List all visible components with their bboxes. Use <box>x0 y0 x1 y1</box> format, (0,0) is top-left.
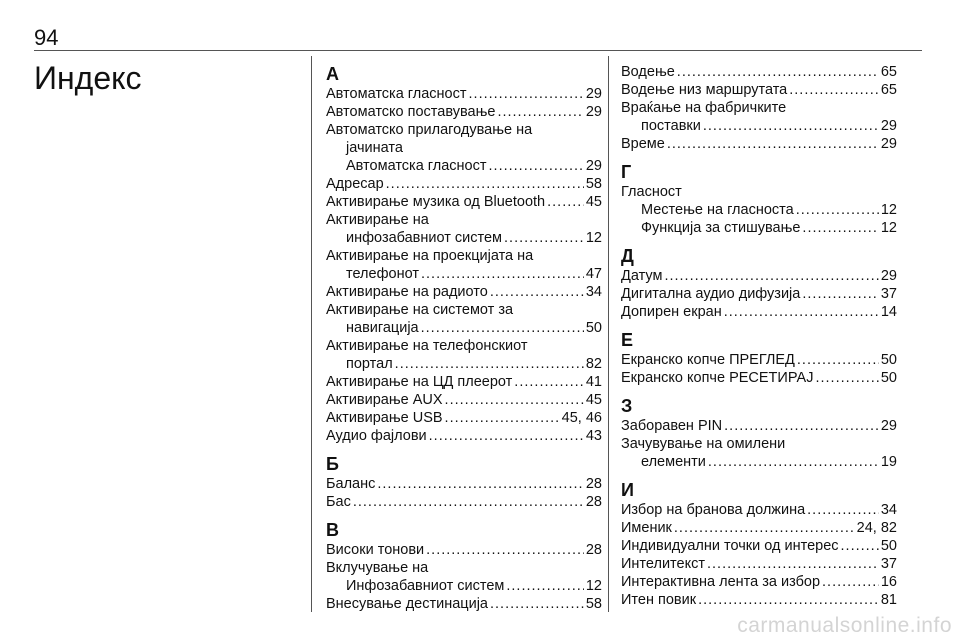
index-entry[interactable] <box>621 183 897 201</box>
index-entry[interactable] <box>621 63 897 81</box>
page-ref[interactable]: 50 <box>880 352 897 368</box>
dot-leader <box>445 409 560 427</box>
page-ref[interactable]: 58 <box>585 176 602 192</box>
index-column-1 <box>326 63 602 613</box>
page-ref[interactable]: 37 <box>880 556 897 572</box>
entry-term: Водење низ маршрутата <box>621 82 788 98</box>
entry-term: Бас <box>326 494 351 510</box>
index-subentry[interactable] <box>621 201 897 219</box>
entry-term: Интелитекст <box>621 556 705 572</box>
page-ref[interactable]: 12 <box>585 578 602 594</box>
entry-term: Автоматска гласност <box>326 86 467 102</box>
entry-term: Допирен екран <box>621 304 722 320</box>
page-ref[interactable]: 81 <box>880 592 897 608</box>
dot-leader <box>504 229 584 247</box>
entry-term: Дигитална аудио дифузија <box>621 286 801 302</box>
dot-leader <box>789 81 879 99</box>
dot-leader <box>429 427 584 445</box>
index-subentry[interactable] <box>621 219 897 237</box>
page-ref[interactable]: 12 <box>585 230 602 246</box>
dot-leader <box>802 285 879 303</box>
index-entry[interactable] <box>326 121 602 157</box>
page-ref[interactable]: 28 <box>585 494 602 510</box>
dot-leader <box>395 355 584 373</box>
index-entry[interactable] <box>326 595 602 613</box>
dot-leader <box>445 391 584 409</box>
index-entry[interactable] <box>326 103 602 121</box>
dot-leader <box>490 595 584 613</box>
entry-term: Активирање на проекцијата на <box>326 248 534 264</box>
page-ref[interactable]: 41 <box>585 374 602 390</box>
page-ref[interactable]: 45 <box>585 194 602 210</box>
page-ref[interactable]: 16 <box>880 574 897 590</box>
page-ref[interactable]: 50 <box>585 320 602 336</box>
page-ref[interactable]: 28 <box>585 542 602 558</box>
page-ref[interactable]: 28 <box>585 476 602 492</box>
entry-term: навигација <box>346 320 419 336</box>
index-entry[interactable] <box>621 537 897 555</box>
page-ref[interactable]: 14 <box>880 304 897 320</box>
dot-leader <box>674 519 855 537</box>
dot-leader <box>386 175 584 193</box>
index-subentry[interactable] <box>326 157 602 175</box>
column-divider-right <box>608 56 609 612</box>
header-rule <box>34 50 922 51</box>
page-ref[interactable]: 34 <box>880 502 897 518</box>
index-entry[interactable] <box>326 409 602 427</box>
index-entry[interactable] <box>621 303 897 321</box>
dot-leader <box>353 493 584 511</box>
page-ref[interactable]: 24, 82 <box>856 520 897 536</box>
dot-leader <box>490 283 584 301</box>
watermark: carmanualsonline.info <box>737 614 952 637</box>
page-ref[interactable]: 19 <box>880 454 897 470</box>
index-entry[interactable] <box>326 559 602 577</box>
page-ref[interactable]: 29 <box>585 86 602 102</box>
entry-term: Адресар <box>326 176 384 192</box>
dot-leader <box>822 573 879 591</box>
dot-leader <box>667 135 879 153</box>
index-entry[interactable] <box>621 417 897 435</box>
index-entry[interactable] <box>621 591 897 609</box>
page-ref[interactable]: 45, 46 <box>561 410 602 426</box>
index-entry[interactable] <box>326 85 602 103</box>
entry-term: Аудио фајлови <box>326 428 427 444</box>
index-group <box>621 479 897 609</box>
page-number: 94 <box>34 25 59 50</box>
entry-term: Интерактивна лента за избор <box>621 574 821 590</box>
index-entry[interactable] <box>326 283 602 301</box>
page-ref[interactable]: 65 <box>880 64 897 80</box>
index-group <box>326 63 602 445</box>
page-ref[interactable]: 65 <box>880 82 897 98</box>
index-entry[interactable] <box>621 285 897 303</box>
index-entry[interactable] <box>326 391 602 409</box>
page-ref[interactable]: 29 <box>880 268 897 284</box>
index-group <box>621 329 897 387</box>
index-group <box>326 519 602 613</box>
index-letter: З <box>621 396 633 416</box>
index-entry[interactable] <box>326 337 602 373</box>
entry-term: инфозабавниот систем <box>346 230 503 246</box>
dot-leader <box>377 475 583 493</box>
dot-leader <box>514 373 584 391</box>
dot-leader <box>708 453 879 471</box>
entry-term: Местење на гласноста <box>641 202 794 218</box>
dot-leader <box>796 201 879 219</box>
dot-leader <box>698 591 879 609</box>
index-entry[interactable] <box>621 135 897 153</box>
index-subentry[interactable] <box>326 577 602 595</box>
entry-term: Инфозабавниот систем <box>346 578 505 594</box>
index-entry[interactable] <box>326 373 602 391</box>
index-title: Индекс <box>34 60 142 96</box>
dot-leader <box>426 541 584 559</box>
entry-term: Екранско копче РЕСЕТИРАЈ <box>621 370 814 386</box>
index-entry[interactable] <box>621 435 897 471</box>
dot-leader <box>469 85 584 103</box>
dot-leader <box>797 351 879 369</box>
dot-leader <box>664 267 878 285</box>
entry-term: Активирање USB <box>326 410 443 426</box>
page-ref[interactable]: 37 <box>880 286 897 302</box>
entry-term: елементи <box>641 454 706 470</box>
index-entry[interactable] <box>326 493 602 511</box>
dot-leader <box>841 537 879 555</box>
dot-leader <box>802 219 878 237</box>
dot-leader <box>724 303 879 321</box>
page-ref[interactable]: 50 <box>880 370 897 386</box>
page-ref[interactable]: 47 <box>585 266 602 282</box>
index-letter: А <box>326 64 339 84</box>
entry-term: Време <box>621 136 665 152</box>
index-entry[interactable] <box>326 247 602 283</box>
dot-leader <box>703 117 879 135</box>
entry-term: Гласност <box>621 184 682 200</box>
page-ref[interactable]: 12 <box>880 202 897 218</box>
index-group <box>326 453 602 511</box>
entry-term: Автоматско поставување <box>326 104 496 120</box>
entry-term: Активирање музика од Bluetooth <box>326 194 546 210</box>
entry-term: Активирање на <box>326 212 429 228</box>
index-entry[interactable] <box>621 99 897 135</box>
index-letter: Д <box>621 246 634 266</box>
index-entry[interactable] <box>621 369 897 387</box>
index-entry[interactable] <box>621 573 897 591</box>
entry-term: јачината <box>346 140 403 156</box>
page-ref[interactable]: 29 <box>585 104 602 120</box>
index-entry[interactable] <box>326 541 602 559</box>
index-entry[interactable] <box>621 81 897 99</box>
dot-leader <box>489 157 584 175</box>
entry-term: Заборавен PIN <box>621 418 723 434</box>
index-entry[interactable] <box>326 301 602 337</box>
index-entry[interactable] <box>621 555 897 573</box>
entry-term: Активирање на радиото <box>326 284 488 300</box>
entry-term: Автоматско прилагодување на <box>326 122 533 138</box>
entry-term: Внесување дестинација <box>326 596 488 612</box>
page-ref[interactable]: 29 <box>880 136 897 152</box>
page-ref[interactable]: 34 <box>585 284 602 300</box>
entry-term: Високи тонови <box>326 542 425 558</box>
entry-term: Индивидуални точки од интерес <box>621 538 839 554</box>
entry-term: Датум <box>621 268 663 284</box>
index-entry[interactable] <box>326 427 602 445</box>
page-ref[interactable]: 58 <box>585 596 602 612</box>
entry-term: Итен повик <box>621 592 697 608</box>
entry-term: Враќање на фабричките <box>621 100 787 116</box>
index-letter: Е <box>621 330 634 350</box>
dot-leader <box>707 555 879 573</box>
dot-leader <box>506 577 584 595</box>
dot-leader <box>547 193 584 211</box>
entry-term: Баланс <box>326 476 376 492</box>
entry-term: Активирање на телефонскиот <box>326 338 528 354</box>
index-entry[interactable] <box>621 519 897 537</box>
dot-leader <box>815 369 878 387</box>
index-group <box>621 245 897 321</box>
dot-leader <box>421 265 584 283</box>
index-group <box>621 63 897 153</box>
index-entry[interactable] <box>326 475 602 493</box>
index-entry[interactable] <box>621 501 897 519</box>
index-group <box>621 161 897 237</box>
page-ref[interactable]: 45 <box>585 392 602 408</box>
index-entry[interactable] <box>326 193 602 211</box>
entry-term: телефонот <box>346 266 419 282</box>
index-entry[interactable] <box>326 175 602 193</box>
index-letter: Б <box>326 454 339 474</box>
entry-term: Екранско копче ПРЕГЛЕД <box>621 352 795 368</box>
entry-term: портал <box>346 356 393 372</box>
entry-term: поставки <box>641 118 701 134</box>
entry-term: Активирање на ЦД плеерот <box>326 374 513 390</box>
index-group <box>621 395 897 471</box>
entry-term: Избор на бранова должина <box>621 502 806 518</box>
page-ref[interactable]: 29 <box>585 158 602 174</box>
page-ref[interactable]: 12 <box>880 220 897 236</box>
column-divider-left <box>311 56 312 612</box>
dot-leader <box>421 319 584 337</box>
entry-term: Активирање AUX <box>326 392 443 408</box>
page-ref[interactable]: 82 <box>585 356 602 372</box>
entry-term: Вклучување на <box>326 560 429 576</box>
page-ref[interactable]: 29 <box>880 418 897 434</box>
index-column-2 <box>621 63 897 609</box>
index-entry[interactable] <box>621 267 897 285</box>
dot-leader <box>497 103 583 121</box>
dot-leader <box>807 501 879 519</box>
entry-term: Зачувување на омилени <box>621 436 786 452</box>
entry-term: Водење <box>621 64 675 80</box>
index-entry[interactable] <box>326 211 602 247</box>
page-ref[interactable]: 50 <box>880 538 897 554</box>
index-entry[interactable] <box>621 351 897 369</box>
dot-leader <box>677 63 879 81</box>
index-letter: И <box>621 480 634 500</box>
dot-leader <box>724 417 879 435</box>
page-ref[interactable]: 43 <box>585 428 602 444</box>
entry-term: Активирање на системот за <box>326 302 514 318</box>
index-letter: В <box>326 520 339 540</box>
index-letter: Г <box>621 162 632 182</box>
entry-term: Именик <box>621 520 672 536</box>
page-ref[interactable]: 29 <box>880 118 897 134</box>
entry-term: Автоматска гласност <box>346 158 487 174</box>
entry-term: Функција за стишување <box>641 220 801 236</box>
